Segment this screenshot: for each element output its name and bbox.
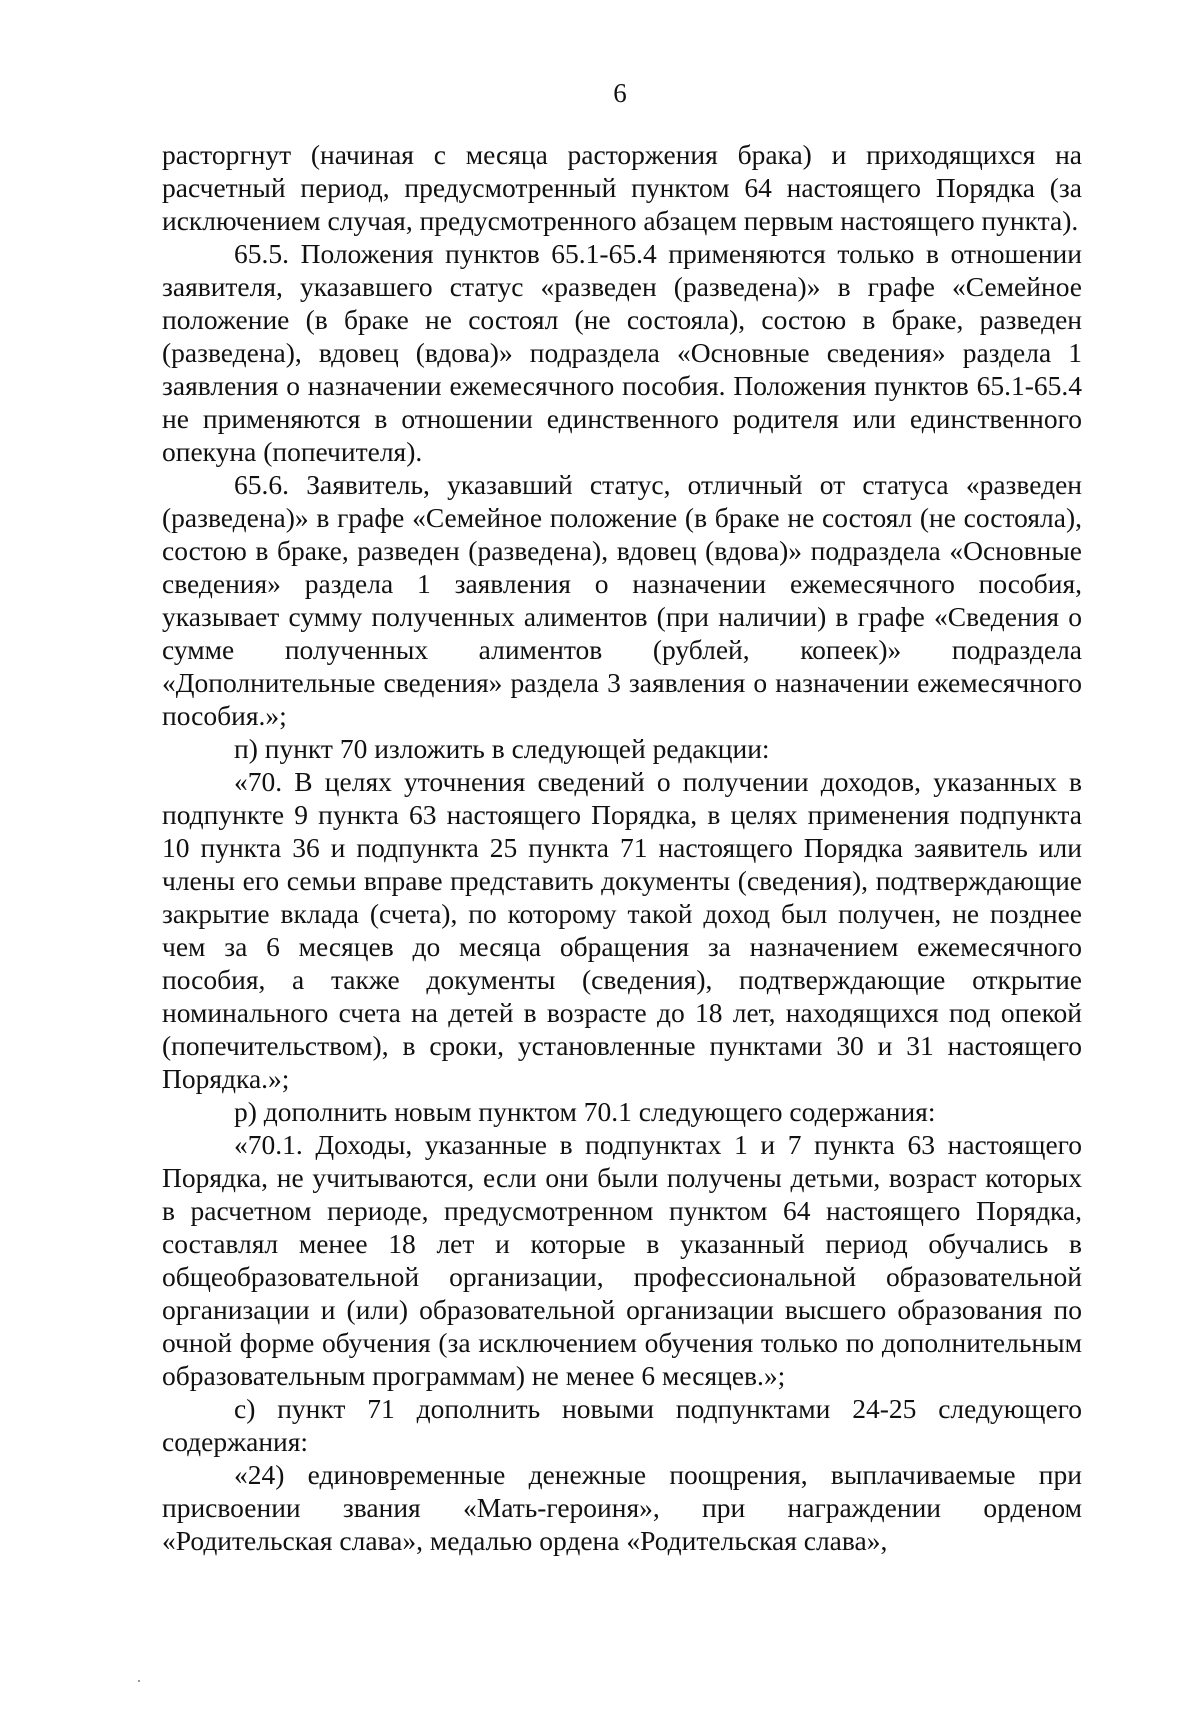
- paragraph-9: «24) единовременные денежные поощрения, выплачиваемые при присвоении звания «Мать-героиня», при награждении орденом «Родительская слава», медалью ордена «Родительская слава»,: [162, 1459, 1082, 1556]
- page-number: 6: [613, 78, 627, 108]
- document-body: [162, 138, 1082, 1557]
- paragraph-8: с) пункт 71 дополнить новыми подпунктами 24-25 следующего содержания:: [162, 1393, 1082, 1457]
- paragraph-3: 65.6. Заявитель, указавший статус, отличный от статуса «разведен (разведена)» в графе «Семейное положение (в браке не состоял (не состояла), состою в браке, разведен (разведена), вдовец (вдова)» подраздела «Основные сведения» раздела 1 заявления о назначении ежемесячного пособия, указывает сумму полученных алиментов (при наличии) в графе «Сведения о сумме полученных алиментов (рублей, копеек)» подраздела «Дополнительные сведения» раздела 3 заявления о назначении ежемесячного пособия.»;: [162, 469, 1082, 731]
- paragraph-4: п) пункт 70 изложить в следующей редакции:: [234, 733, 770, 764]
- paragraph-7: «70.1. Доходы, указанные в подпунктах 1 и 7 пункта 63 настоящего Порядка, не учитываются, если они были получены детьми, возраст которых в расчетном периоде, предусмотренном пунктом 64 настоящего Порядка, составлял менее 18 лет и которые в указанный период обучались в общеобразовательной организации, профессиональной образовательной организации и (или) образовательной организации высшего образования по очной форме обучения (за исключением обучения только по дополнительным образовательным программам) не менее 6 месяцев.»;: [162, 1129, 1082, 1391]
- scan-speck: [138, 1680, 140, 1682]
- paragraph-2: 65.5. Положения пунктов 65.1-65.4 применяются только в отношении заявителя, указавшего статус «разведен (разведена)» в графе «Семейное положение (в браке не состоял (не состояла), состою в браке, разведен (разведена), вдовец (вдова)» подраздела «Основные сведения» раздела 1 заявления о назначении ежемесячного пособия. Положения пунктов 65.1-65.4 не применяются в отношении единственного родителя или единственного опекуна (попечителя).: [162, 238, 1082, 467]
- paragraph-1: расторгнут (начиная с месяца расторжения брака) и приходящихся на расчетный период, предусмотренный пунктом 64 настоящего Порядка (за исключением случая, предусмотренного абзацем первым настоящего пункта).: [162, 139, 1082, 236]
- paragraph-6: р) дополнить новым пунктом 70.1 следующего содержания:: [234, 1096, 936, 1127]
- paragraph-5: «70. В целях уточнения сведений о получении доходов, указанных в подпункте 9 пункта 63 настоящего Порядка, в целях применения подпункта 10 пункта 36 и подпункта 25 пункта 71 настоящего Порядка заявитель или члены его семьи вправе представить документы (сведения), подтверждающие закрытие вклада (счета), по которому такой доход был получен, не позднее чем за 6 месяцев до месяца обращения за назначением ежемесячного пособия, а также документы (сведения), подтверждающие открытие номинального счета на детей в возрасте до 18 лет, находящихся под опекой (попечительством), в сроки, установленные пунктами 30 и 31 настоящего Порядка.»;: [162, 766, 1082, 1094]
